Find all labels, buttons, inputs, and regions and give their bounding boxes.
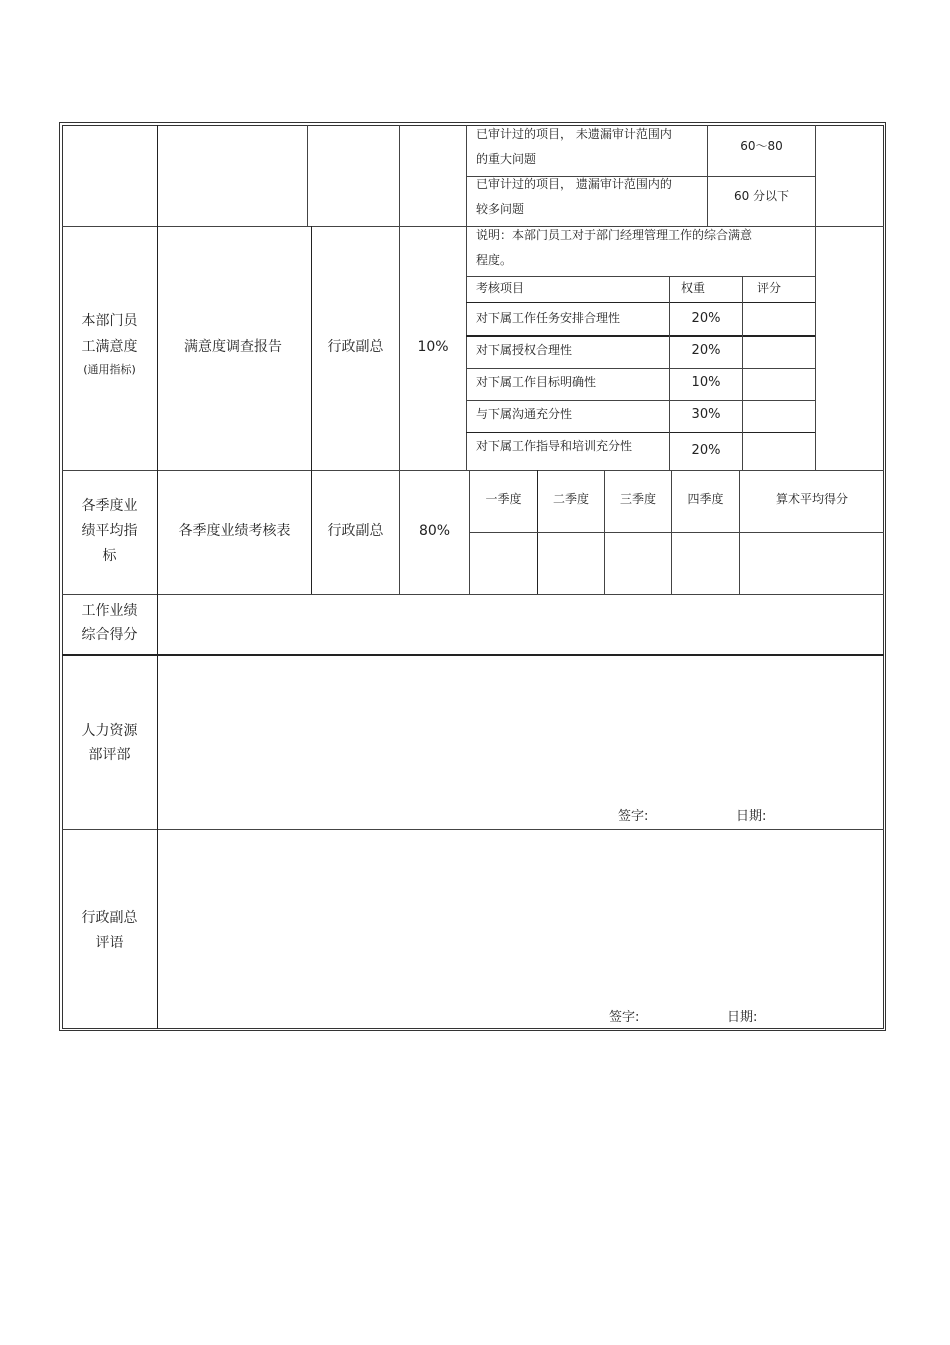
sat-item-name: 对下属工作目标明确性 [476, 375, 597, 389]
sat-divider [466, 400, 815, 401]
sat-item-weight: 20% [691, 443, 721, 458]
sat-indicator-note: (通用指标) [83, 363, 136, 376]
audit-desc-1a: 已审计过的项目， 未遗漏审计范围内 [476, 127, 672, 141]
audit-divider [815, 125, 816, 226]
col-divider [157, 125, 158, 1029]
table-inner-border [62, 125, 884, 1029]
q-indicator-2: 绩平均指 [81, 523, 138, 539]
q-weight: 80% [418, 523, 451, 539]
vp-date: 日期: [727, 1010, 758, 1025]
q-assessor: 行政副总 [327, 523, 384, 539]
q-header: 四季度 [687, 492, 724, 506]
q-indicator-3: 标 [102, 548, 117, 564]
col-divider [307, 125, 308, 226]
sat-item-weight: 10% [691, 375, 721, 390]
total-label-1: 工作业绩 [81, 603, 138, 619]
q-indicator-1: 各季度业 [81, 498, 138, 514]
sat-indicator-1: 本部门员 [81, 313, 138, 329]
sat-weight: 10% [417, 339, 449, 355]
row-divider [62, 829, 884, 830]
sat-item-weight: 30% [691, 407, 721, 422]
sat-indicator-2: 工满意度 [81, 339, 138, 355]
sat-divider [466, 302, 815, 303]
hr-label-1: 人力资源 [81, 723, 138, 739]
sat-note-2: 程度。 [476, 253, 513, 267]
q-divider [469, 532, 884, 533]
row-divider [62, 654, 884, 656]
total-label-2: 综合得分 [81, 627, 138, 643]
audit-desc-1b: 的重大问题 [476, 152, 537, 166]
sat-divider [466, 335, 815, 337]
audit-score-2: 60 分以下 [733, 189, 790, 203]
vp-label-2: 评语 [95, 935, 124, 951]
hr-label-2: 部评部 [88, 747, 131, 763]
sat-divider [742, 276, 743, 470]
q-header: 三季度 [619, 492, 656, 506]
row-divider [62, 470, 884, 471]
sat-item-name: 对下属工作任务安排合理性 [476, 311, 621, 325]
vp-sign: 签字: [609, 1010, 640, 1025]
row-divider [62, 594, 884, 595]
vp-label-1: 行政副总 [81, 910, 138, 926]
q-header: 算术平均得分 [775, 492, 848, 506]
sat-divider [466, 368, 815, 369]
sat-item-weight: 20% [691, 311, 721, 326]
q-source: 各季度业绩考核表 [178, 523, 291, 539]
sat-source: 满意度调查报告 [184, 339, 282, 355]
sat-divider [815, 226, 816, 470]
audit-score-1: 60～80 [740, 139, 783, 153]
q-header: 一季度 [485, 492, 522, 506]
q-header: 二季度 [552, 492, 589, 506]
audit-desc-2b: 较多问题 [476, 202, 525, 216]
hr-date: 日期: [736, 809, 767, 824]
sat-assessor: 行政副总 [327, 339, 384, 355]
hr-sign: 签字: [618, 809, 649, 824]
sat-header-item: 考核项目 [476, 281, 525, 295]
sat-note-1: 说明：本部门员工对于部门经理管理工作的综合满意 [476, 228, 753, 242]
sat-item-weight: 20% [691, 343, 721, 358]
sat-item-name: 对下属授权合理性 [476, 343, 573, 357]
audit-desc-2a: 已审计过的项目， 遗漏审计范围内的 [476, 177, 672, 191]
sat-divider [466, 432, 815, 433]
sat-header-weight: 权重 [681, 281, 706, 295]
row-divider [62, 226, 884, 227]
sat-item-name: 与下属沟通充分性 [476, 407, 573, 421]
sat-header-score: 评分 [757, 281, 782, 295]
sat-item-name: 对下属工作指导和培训充分性 [476, 439, 633, 453]
